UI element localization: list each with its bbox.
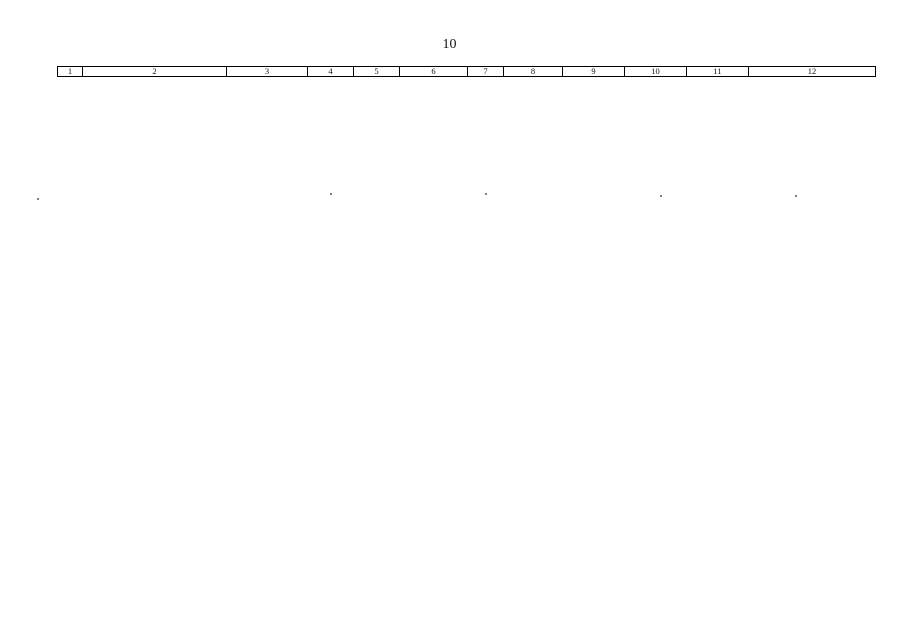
- column-header: 1: [58, 67, 83, 77]
- scan-dot: [330, 193, 332, 195]
- scan-dot: [795, 195, 797, 197]
- scan-dot: [37, 198, 39, 200]
- column-header: 7: [468, 67, 504, 77]
- column-header: 9: [563, 67, 625, 77]
- page-number: 10: [442, 37, 457, 52]
- column-header: 6: [400, 67, 468, 77]
- scan-dot: [660, 195, 662, 197]
- column-header: 3: [227, 67, 308, 77]
- column-header: 11: [687, 67, 749, 77]
- column-header: 8: [504, 67, 563, 77]
- column-header: 2: [83, 67, 227, 77]
- scan-dot: [485, 193, 487, 195]
- header-row: [58, 67, 876, 77]
- column-header: 12: [749, 67, 876, 77]
- budget-table: [57, 66, 876, 77]
- column-header: 10: [625, 67, 687, 77]
- column-header: 4: [308, 67, 354, 77]
- column-header: 5: [354, 67, 400, 77]
